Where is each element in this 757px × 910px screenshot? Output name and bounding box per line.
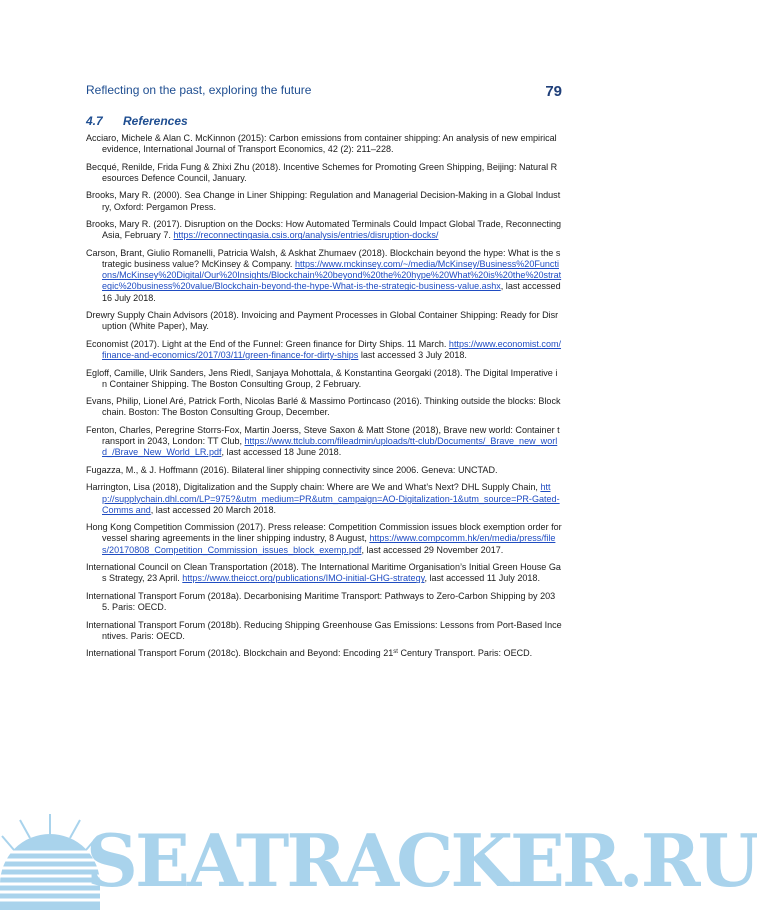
section-heading [86, 114, 188, 128]
reference-text: Economist (2017). Light at the End of the Funnel: Green finance for Dirty Ships. 11 March. [86, 338, 447, 349]
reference-text: Fugazza, M., & J. Hoffmann (2016). Bilateral liner shipping connectivity since 2006. Geneva: UNCTAD. [86, 464, 498, 475]
reference-item [86, 219, 562, 241]
section-number: 4.7 [86, 114, 103, 128]
reference-item [86, 133, 562, 155]
section-title: References [123, 114, 188, 128]
watermark [0, 810, 757, 910]
reference-access-note: , last accessed 18 June 2018. [221, 447, 342, 458]
reference-access-note: last accessed 3 July 2018. [358, 350, 467, 361]
reference-item [86, 248, 562, 304]
reference-access-note: , last accessed 20 March 2018. [150, 504, 276, 515]
reference-text: Evans, Philip, Lionel Aré, Patrick Forth, Nicolas Barlé & Massimo Portincaso (2016). Thinking outside the blocks: Blockchain. Boston: The Boston Consulting Group, December. [86, 396, 561, 418]
reference-text: Fenton, Charles, Peregrine Storrs-Fox, Martin Joerss, Steve Saxon & Matt Stone (2018), Brave new world: Container transport in 2043, London: TT Club, [86, 424, 560, 447]
reference-link[interactable]: https://www.compcomm.hk/en/media/press/files/20170808_Competition_Commission_issues_block_exemp.pdf [102, 533, 556, 555]
sun-logo-icon [0, 810, 100, 910]
reference-item [86, 310, 562, 332]
reference-item [86, 339, 562, 361]
reference-item [86, 591, 562, 613]
reference-item [86, 465, 562, 476]
reference-item [86, 620, 562, 642]
reference-access-note: , last accessed 16 July 2018. [102, 281, 561, 303]
reference-text-end: Century Transport. Paris: OECD. [397, 648, 533, 659]
reference-text: International Council on Clean Transportation (2018). The International Maritime Organisation’s Initial Green House Gas Strategy, 23 April. [86, 562, 561, 584]
reference-link[interactable]: https://www.mckinsey.com/~/media/McKinsey/Business%20Functions/McKinsey%20Digital/Our%20Insights/Blockchain%20beyond%20the%20hype%20What%20is%20the%20strategic%20business%20value/Blockchain-beyond-the-hype-What-is-the-strategic-business-value.ashx [102, 259, 562, 292]
superscript: st [393, 649, 398, 656]
reference-text: Harrington, Lisa (2018), Digitalization and the Supply chain: Where are We and What’s Next? DHL Supply Chain, [86, 482, 538, 493]
reference-item [86, 562, 562, 584]
reference-text: International Transport Forum (2018b). Reducing Shipping Greenhouse Gas Emissions: Lessons from Port-Based Incentives. Paris: OECD. [86, 619, 562, 641]
reference-link[interactable]: https://reconnectingasia.csis.org/analysis/entries/disruption-docks/ [173, 230, 439, 241]
reference-item [86, 396, 562, 418]
reference-text: Brooks, Mary R. (2000). Sea Change in Liner Shipping: Regulation and Managerial Decision-Making in a Global Industry, Oxford: Pergamon Press. [86, 190, 561, 212]
reference-link[interactable]: https://www.theicct.org/publications/IMO-initial-GHG-strategy [182, 573, 425, 584]
reference-list [86, 133, 562, 666]
reference-item [86, 368, 562, 390]
reference-item [86, 482, 562, 516]
reference-text: International Transport Forum (2018c). Blockchain and Beyond: Encoding 21 [86, 648, 394, 659]
reference-link[interactable]: http://supplychain.dhl.com/LP=975?&utm_medium=PR&utm_campaign=AO-Digitalization-1&utm_source=PR-Gated-Comms and [102, 482, 560, 515]
reference-access-note: , last accessed 29 November 2017. [361, 544, 504, 555]
reference-text: Becqué, Renilde, Frida Fung & Zhixi Zhu (2018). Incentive Schemes for Promoting Green Shipping, Beijing: Natural Resources Defence Council, January. [86, 161, 558, 183]
reference-text: Egloff, Camille, Ulrik Sanders, Jens Riedl, Sanjaya Mohottala, & Konstantina Georgaki (2018). The Digital Imperative in Container Shipping. The Boston Consulting Group, 2 February. [86, 367, 558, 389]
reference-item [86, 190, 562, 212]
reference-link[interactable]: https://www.economist.com/finance-and-economics/2017/03/11/green-finance-for-dirty-ships [102, 338, 562, 361]
reference-text: Acciaro, Michele & Alan C. McKinnon (2015): Carbon emissions from container shipping: An analysis of new empirical evidence, International Journal of Transport Economics, 42 (2): 211–228. [86, 133, 557, 155]
page-header [86, 81, 562, 103]
watermark-text: SEATRACKER.RU [86, 818, 757, 903]
reference-item [86, 648, 562, 659]
reference-item [86, 162, 562, 184]
reference-item [86, 522, 562, 556]
reference-item [86, 425, 562, 459]
reference-text: Drewry Supply Chain Advisors (2018). Invoicing and Payment Processes in Global Container Shipping: Ready for Disruption (White Paper), May. [86, 310, 559, 332]
reference-text: Hong Kong Competition Commission (2017). Press release: Competition Commission issues block exemption order for vessel sharing agreements in the liner shipping industry, 8 August, [86, 522, 562, 544]
page-number: 79 [545, 83, 562, 100]
reference-text: Carson, Brant, Giulio Romanelli, Patricia Walsh, & Askhat Zhumaev (2018). Blockchain beyond the hype: What is the strategic business value? McKinsey & Company. [86, 247, 561, 270]
reference-link[interactable]: https://www.ttclub.com/fileadmin/uploads/tt-club/Documents/_Brave_new_world_/Brave_New_World_LR.pdf [102, 436, 558, 458]
reference-text: Brooks, Mary R. (2017). Disruption on the Docks: How Automated Terminals Could Impact Global Trade, Reconnecting Asia, February 7. [86, 219, 562, 241]
reference-access-note: , last accessed 11 July 2018. [424, 573, 540, 584]
running-header-title: Reflecting on the past, exploring the future [86, 83, 312, 97]
reference-text: International Transport Forum (2018a). Decarbonising Maritime Transport: Pathways to Zero-Carbon Shipping by 2035. Paris: OECD. [86, 590, 556, 613]
